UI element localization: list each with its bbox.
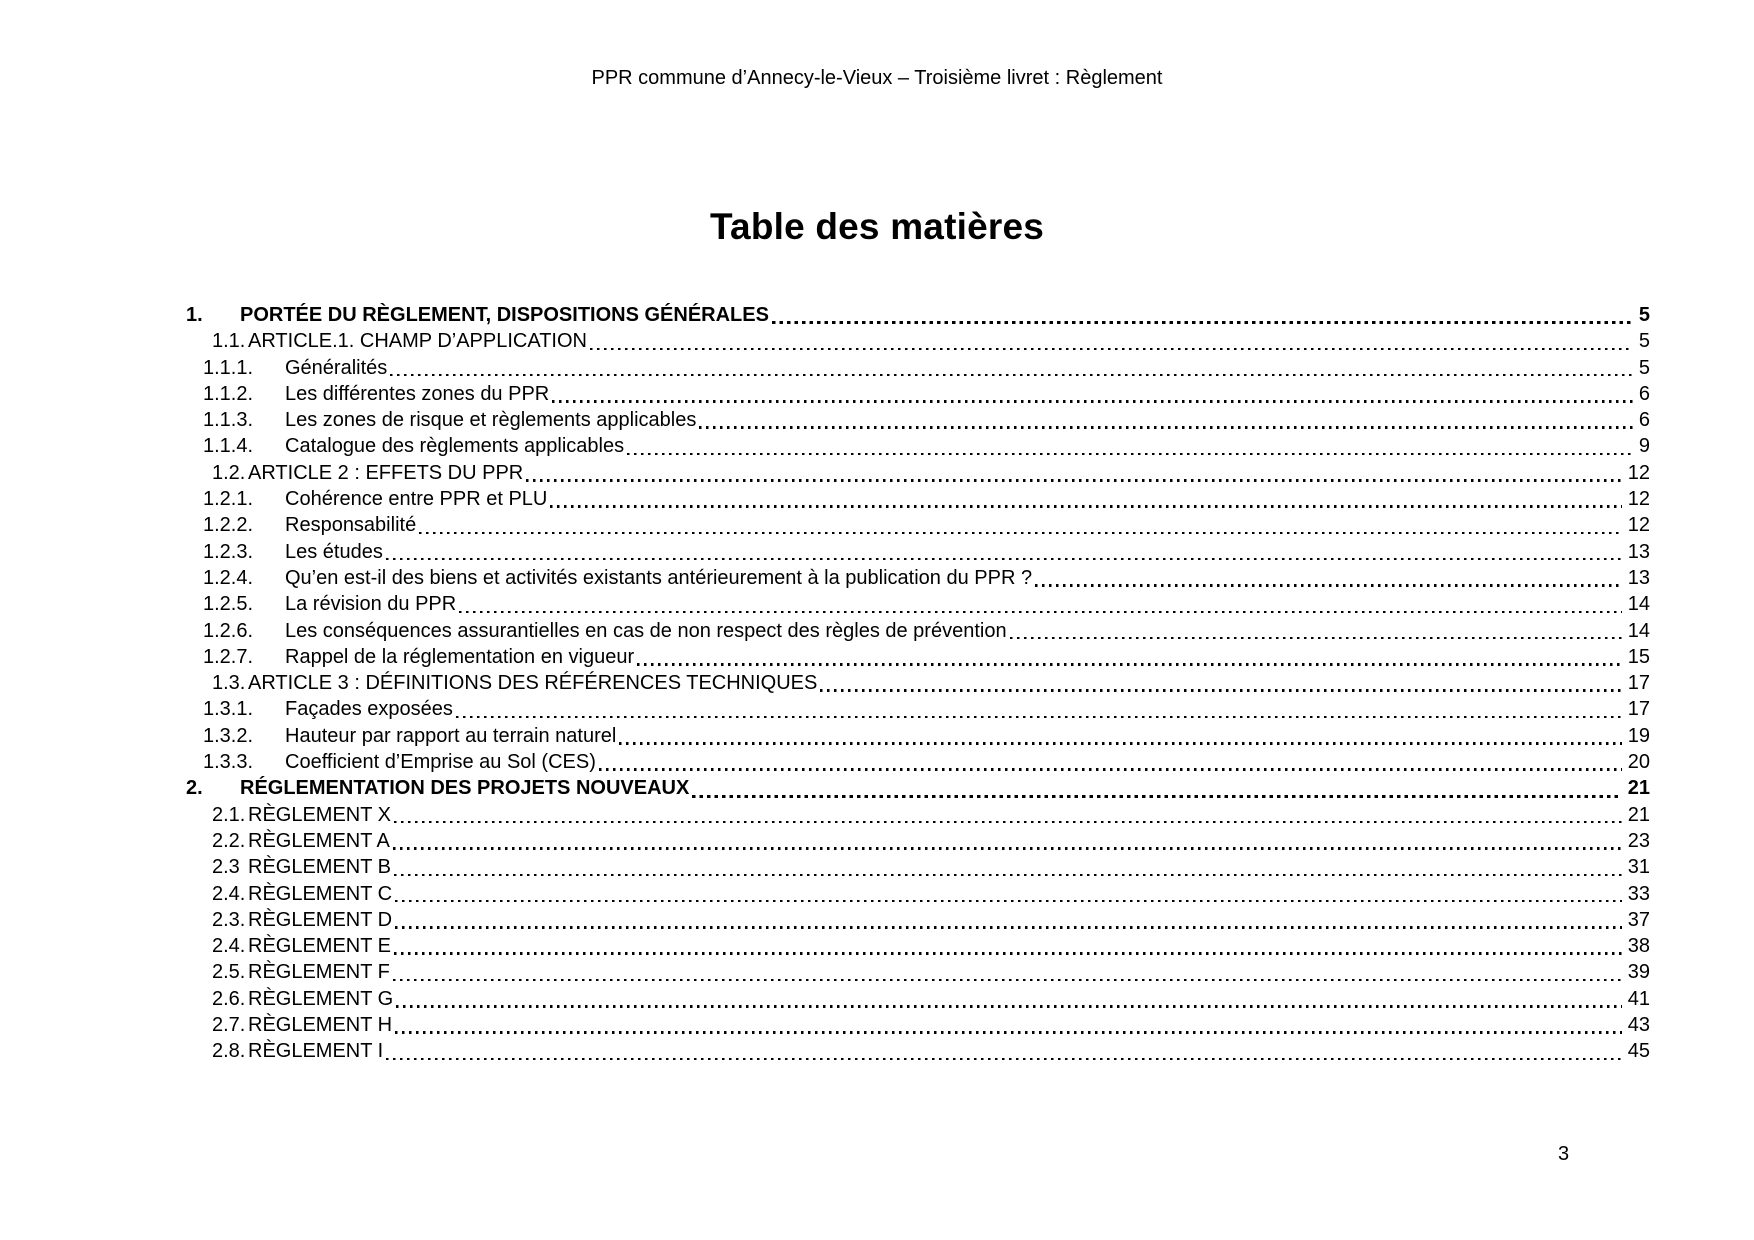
toc-dot-leader bbox=[772, 321, 1633, 324]
toc-entry-page: 14 bbox=[1627, 619, 1650, 642]
toc-entry-label: RÈGLEMENT E bbox=[248, 935, 391, 958]
toc-entry-page: 38 bbox=[1627, 935, 1650, 958]
toc-entry-page: 13 bbox=[1627, 540, 1650, 563]
toc-dot-leader bbox=[1035, 584, 1622, 587]
toc-entry-page: 39 bbox=[1627, 961, 1650, 984]
toc-entry-page: 12 bbox=[1627, 461, 1650, 484]
toc-dot-leader bbox=[390, 374, 1633, 377]
toc-entry[interactable] bbox=[186, 1038, 1650, 1064]
toc-entry-label: RÉGLEMENTATION DES PROJETS NOUVEAUX bbox=[240, 777, 690, 800]
toc-entry-page: 9 bbox=[1638, 435, 1650, 458]
toc-entry-page: 15 bbox=[1627, 645, 1650, 668]
toc-entry-label: ARTICLE 3 : DÉFINITIONS DES RÉFÉRENCES TECHNIQUES bbox=[248, 672, 818, 695]
toc-entry-number: 1.2.7. bbox=[203, 645, 254, 668]
toc-entry-number: 1.2.5. bbox=[203, 593, 254, 616]
toc-entry-number: 1.2.4. bbox=[203, 566, 254, 589]
toc-entry[interactable] bbox=[186, 512, 1650, 538]
toc-entry-page: 33 bbox=[1627, 882, 1650, 905]
toc-entry-label: Généralités bbox=[285, 356, 388, 379]
toc-entry-page: 17 bbox=[1627, 698, 1650, 721]
toc-entry-number: 1.1.3. bbox=[203, 409, 254, 432]
toc-entry-label: ARTICLE.1. CHAMP D’APPLICATION bbox=[248, 330, 587, 353]
toc-entry-label: Les différentes zones du PPR bbox=[285, 382, 550, 405]
toc-entry-page: 5 bbox=[1638, 304, 1650, 326]
table-of-contents bbox=[186, 302, 1650, 1065]
toc-dot-leader bbox=[637, 663, 1622, 666]
toc-entry[interactable] bbox=[186, 460, 1650, 486]
toc-entry-number: 2.5. bbox=[212, 961, 246, 984]
toc-entry-number: 1. bbox=[186, 304, 203, 326]
toc-entry-label: RÈGLEMENT D bbox=[248, 908, 393, 931]
toc-dot-leader bbox=[386, 1058, 1622, 1061]
toc-entry-page: 12 bbox=[1627, 514, 1650, 537]
toc-entry[interactable] bbox=[186, 407, 1650, 433]
toc-entry-page: 17 bbox=[1627, 672, 1650, 695]
toc-dot-leader bbox=[394, 821, 1622, 824]
toc-entry-label: RÈGLEMENT B bbox=[248, 856, 391, 879]
toc-entry-number: 2.4. bbox=[212, 882, 246, 905]
toc-dot-leader bbox=[552, 400, 1633, 403]
toc-entry[interactable] bbox=[186, 355, 1650, 381]
toc-entry-label: Les conséquences assurantielles en cas de non respect des règles de prévention bbox=[285, 619, 1007, 642]
toc-entry-page: 23 bbox=[1627, 829, 1650, 852]
toc-entry-number: 2.7. bbox=[212, 1014, 246, 1037]
toc-entry[interactable] bbox=[186, 644, 1650, 670]
toc-entry[interactable] bbox=[186, 433, 1650, 459]
toc-entry-label: Façades exposées bbox=[285, 698, 453, 721]
toc-entry-number: 1.1.4. bbox=[203, 435, 254, 458]
toc-entry-number: 2.8. bbox=[212, 1040, 246, 1063]
toc-dot-leader bbox=[627, 453, 1633, 456]
toc-entry[interactable] bbox=[186, 723, 1650, 749]
toc-entry-label: La révision du PPR bbox=[285, 593, 457, 616]
toc-entry-page: 37 bbox=[1627, 908, 1650, 931]
toc-dot-leader bbox=[1010, 637, 1622, 640]
toc-entry[interactable] bbox=[186, 986, 1650, 1012]
toc-dot-leader bbox=[599, 768, 1622, 771]
toc-entry-number: 1.2.3. bbox=[203, 540, 254, 563]
toc-entry[interactable] bbox=[186, 381, 1650, 407]
toc-entry-page: 41 bbox=[1627, 987, 1650, 1010]
toc-entry-number: 1.2.6. bbox=[203, 619, 254, 642]
toc-entry-page: 5 bbox=[1638, 330, 1650, 353]
toc-dot-leader bbox=[820, 689, 1621, 692]
toc-entry-number: 2.6. bbox=[212, 987, 246, 1010]
toc-entry-label: ARTICLE 2 : EFFETS DU PPR bbox=[248, 461, 524, 484]
toc-dot-leader bbox=[699, 426, 1633, 429]
toc-entry[interactable] bbox=[186, 618, 1650, 644]
toc-entry[interactable] bbox=[186, 907, 1650, 933]
toc-entry-number: 1.2. bbox=[212, 461, 246, 484]
toc-entry-number: 2.1. bbox=[212, 803, 246, 826]
toc-entry-page: 6 bbox=[1638, 382, 1650, 405]
toc-entry-label: Coefficient d’Emprise au Sol (CES) bbox=[285, 751, 596, 774]
toc-entry-page: 21 bbox=[1627, 777, 1650, 800]
toc-entry-number: 2.3 bbox=[212, 856, 240, 879]
toc-entry[interactable] bbox=[186, 539, 1650, 565]
toc-dot-leader bbox=[394, 952, 1622, 955]
toc-entry-page: 5 bbox=[1638, 356, 1650, 379]
toc-entry-number: 2.3. bbox=[212, 908, 246, 931]
toc-entry-label: RÈGLEMENT I bbox=[248, 1040, 384, 1063]
toc-dot-leader bbox=[459, 611, 1622, 614]
toc-entry[interactable] bbox=[186, 933, 1650, 959]
toc-dot-leader bbox=[419, 532, 1622, 535]
running-header: PPR commune d’Annecy-le-Vieux – Troisième livret : Règlement bbox=[591, 67, 1163, 89]
footer-page-number: 3 bbox=[1558, 1143, 1570, 1165]
toc-entry[interactable] bbox=[186, 959, 1650, 985]
toc-entry[interactable] bbox=[186, 828, 1650, 854]
toc-entry-number: 1.1.2. bbox=[203, 382, 254, 405]
toc-entry-label: RÈGLEMENT X bbox=[248, 803, 391, 826]
toc-entry-label: RÈGLEMENT F bbox=[248, 961, 390, 984]
toc-dot-leader bbox=[393, 847, 1622, 850]
toc-entry-label: Responsabilité bbox=[285, 514, 417, 537]
toc-entry-label: Rappel de la réglementation en vigueur bbox=[285, 645, 635, 668]
toc-entry-page: 31 bbox=[1627, 856, 1650, 879]
toc-entry-label: Qu’en est-il des biens et activités existants antérieurement à la publication du PPR ? bbox=[285, 566, 1033, 589]
toc-entry-label: RÈGLEMENT A bbox=[248, 829, 390, 852]
toc-entry-number: 1.3.1. bbox=[203, 698, 254, 721]
toc-entry-number: 1.3.3. bbox=[203, 751, 254, 774]
toc-entry-page: 19 bbox=[1627, 724, 1650, 747]
toc-entry-page: 14 bbox=[1627, 593, 1650, 616]
toc-dot-leader bbox=[526, 479, 1622, 482]
toc-entry-page: 43 bbox=[1627, 1014, 1650, 1037]
toc-entry-number: 1.3.2. bbox=[203, 724, 254, 747]
toc-entry[interactable] bbox=[186, 854, 1650, 880]
toc-dot-leader bbox=[395, 926, 1622, 929]
toc-entry-page: 45 bbox=[1627, 1040, 1650, 1063]
toc-entry-number: 1.3. bbox=[212, 672, 246, 695]
toc-entry-number: 1.2.2. bbox=[203, 514, 254, 537]
toc-entry[interactable] bbox=[186, 881, 1650, 907]
toc-entry-number: 2.4. bbox=[212, 935, 246, 958]
toc-dot-leader bbox=[394, 874, 1622, 877]
toc-entry-label: Les zones de risque et règlements applicables bbox=[285, 409, 697, 432]
toc-dot-leader bbox=[395, 1031, 1622, 1034]
toc-entry-page: 13 bbox=[1627, 566, 1650, 589]
toc-entry[interactable] bbox=[186, 565, 1650, 591]
toc-entry[interactable] bbox=[186, 302, 1650, 328]
toc-entry-number: 1.1.1. bbox=[203, 356, 254, 379]
toc-entry[interactable] bbox=[186, 1012, 1650, 1038]
toc-dot-leader bbox=[395, 900, 1622, 903]
toc-entry-page: 12 bbox=[1627, 488, 1650, 511]
toc-entry[interactable] bbox=[186, 749, 1650, 775]
toc-dot-leader bbox=[619, 742, 1621, 745]
toc-entry-number: 2.2. bbox=[212, 829, 246, 852]
toc-entry-page: 21 bbox=[1627, 803, 1650, 826]
toc-entry-number: 1.2.1. bbox=[203, 488, 254, 511]
toc-entry-label: PORTÉE DU RÈGLEMENT, DISPOSITIONS GÉNÉRALES bbox=[240, 304, 769, 326]
toc-entry-number: 1.1. bbox=[212, 330, 246, 353]
toc-dot-leader bbox=[590, 348, 1633, 351]
toc-entry-label: Cohérence entre PPR et PLU bbox=[285, 488, 548, 511]
toc-entry[interactable] bbox=[186, 696, 1650, 722]
toc-dot-leader bbox=[692, 795, 1621, 798]
toc-entry-number: 2. bbox=[186, 777, 203, 800]
toc-entry-page: 6 bbox=[1638, 409, 1650, 432]
toc-entry[interactable] bbox=[186, 328, 1650, 354]
toc-dot-leader bbox=[456, 716, 1622, 719]
toc-entry[interactable] bbox=[186, 486, 1650, 512]
toc-entry-page: 20 bbox=[1627, 751, 1650, 774]
toc-dot-leader bbox=[396, 1005, 1622, 1008]
toc-entry-label: RÈGLEMENT C bbox=[248, 882, 393, 905]
toc-entry[interactable] bbox=[186, 802, 1650, 828]
toc-entry-label: Catalogue des règlements applicables bbox=[285, 435, 625, 458]
toc-dot-leader bbox=[393, 979, 1622, 982]
toc-dot-leader bbox=[550, 505, 1621, 508]
toc-entry[interactable] bbox=[186, 591, 1650, 617]
toc-entry-label: Les études bbox=[285, 540, 383, 563]
toc-entry-label: RÈGLEMENT G bbox=[248, 987, 394, 1010]
toc-entry-label: Hauteur par rapport au terrain naturel bbox=[285, 724, 617, 747]
toc-entry[interactable] bbox=[186, 670, 1650, 696]
toc-entry-label: RÈGLEMENT H bbox=[248, 1014, 393, 1037]
page-title: Table des matières bbox=[709, 206, 1045, 247]
toc-dot-leader bbox=[386, 558, 1622, 561]
toc-entry[interactable] bbox=[186, 775, 1650, 801]
